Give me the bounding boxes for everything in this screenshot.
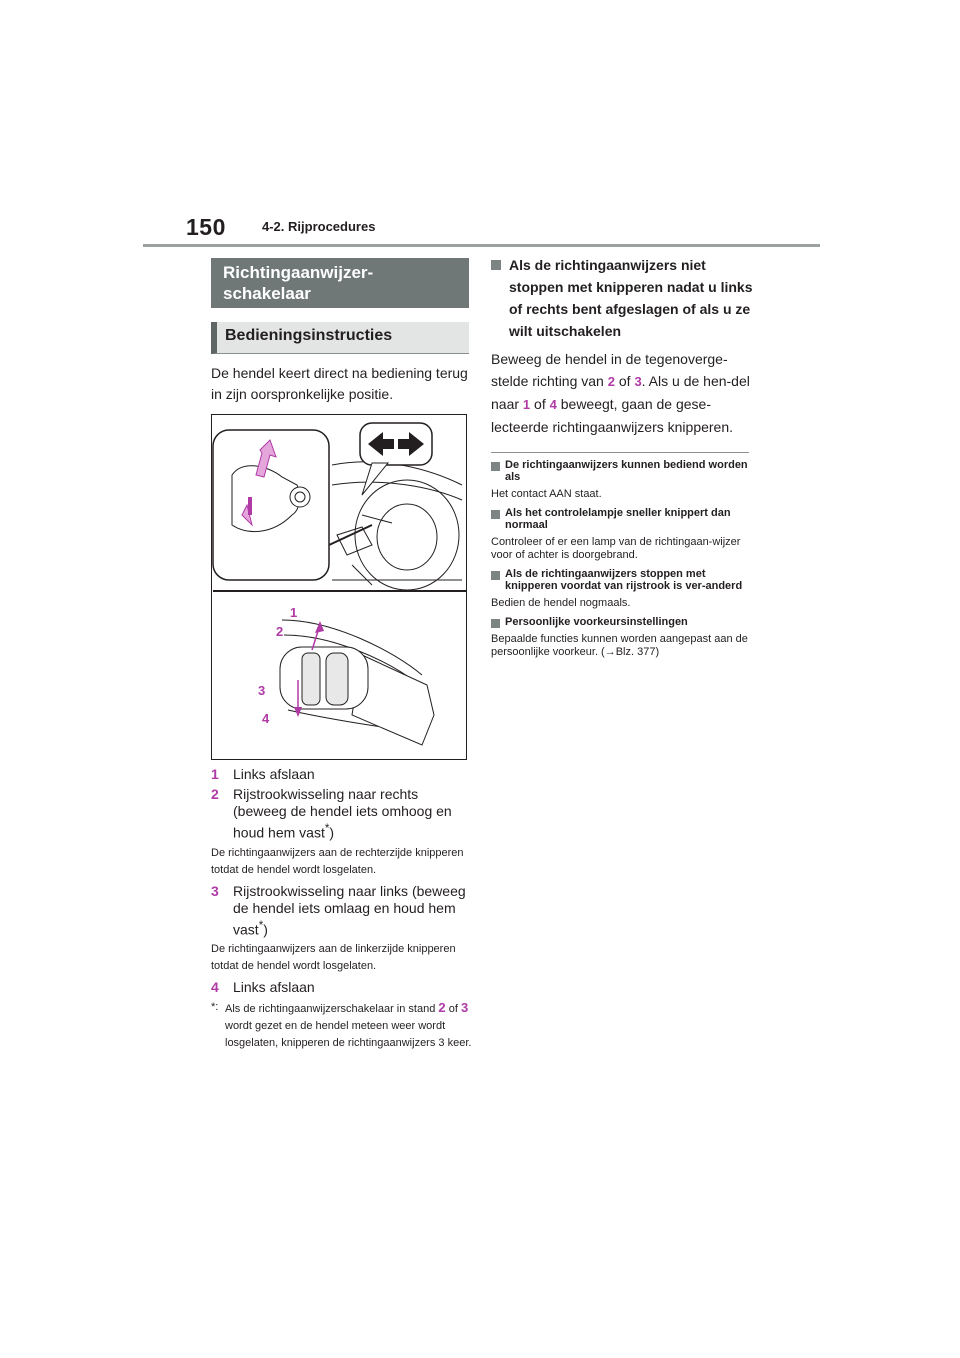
square-bullet-icon [491,619,500,628]
footnote-text: wordt gezet en de hendel meteen weer wordt losgelaten, knipperen de richtingaanwijzers 3 keer. [225,1020,472,1050]
para-num: 4 [549,397,557,412]
right-paragraph [491,348,753,438]
item-text-body: Rijstrookwisseling naar links (beweeg de hendel iets omlaag en houd hem vast [233,882,466,938]
note-body: Het contact AAN staat. [491,488,602,500]
item-number: 3 [211,882,219,899]
subtitle: Bedieningsinstructies [211,322,469,354]
para-text: of [618,373,631,389]
item-note: De richtingaanwijzers aan de linkerzijde knipperen totdat de hendel wordt losgelaten. [211,943,456,973]
note-heading [491,507,753,531]
note-body: Controleer of er een lamp van de richtingaan-wijzer voor of achter is doorgebrand. [491,536,741,561]
footnote-num: 2 [438,1000,446,1016]
lever-illustration [212,415,466,759]
footnote-text: of [448,1003,458,1016]
square-bullet-icon [491,260,501,270]
list-item [211,979,473,996]
footnote-num: 3 [460,1000,469,1016]
steps-list [211,766,473,1052]
item-number: 4 [211,979,219,996]
figure-label-3: 3 [258,683,266,698]
list-item [211,883,473,939]
item-text: Links afslaan [233,979,315,996]
item-text: Rijstrookwisseling naar links (beweeg de hendel iets omlaag en houd hem vast*) [233,882,466,938]
square-bullet-icon [491,510,500,519]
note-heading [491,616,753,628]
intro-text: De hendel keert direct na bediening terug in zijn oorspronkelijke positie. [211,365,468,402]
note-body: Bepaalde functies kunnen worden aangepast aan de persoonlijke voorkeur. (→Blz. 377) [491,633,748,658]
item-text: Rijstrookwisseling naar rechts (beweeg de hendel iets omhoog en houd hem vast*) [233,786,452,841]
para-num: 3 [634,374,642,389]
divider [491,452,749,453]
note-heading-text: Persoonlijke voorkeursinstellingen [505,616,688,628]
figure-label-4: 4 [262,711,270,726]
page-title: Richtingaanwijzer- schakelaar [211,258,469,308]
figure-turn-signal-lever [211,414,467,760]
heading-text: Als de richtingaanwijzers niet stoppen met knipperen nadat u links of rechts bent afgeslagen of als u ze wilt uitschakelen [509,257,753,339]
list-item [211,766,473,783]
note-heading [491,568,753,592]
figure-label-2: 2 [276,624,284,639]
note-heading-text: De richtingaanwijzers kunnen bediend worden als [505,459,748,483]
footnote-text: Als de richtingaanwijzerschakelaar in stand [225,1003,436,1016]
list-item [211,786,473,842]
note-body: Bedien de hendel nogmaals. [491,597,631,609]
header-rule [143,244,820,247]
item-number: 2 [211,786,219,802]
footnote [211,999,473,1052]
item-text-body: Rijstrookwisseling naar rechts (beweeg de hendel iets omhoog en houd hem vast [233,786,452,841]
para-num: 2 [607,374,615,389]
square-bullet-icon [491,462,500,471]
para-num: 1 [522,397,531,412]
right-column [491,254,753,659]
note-heading-text: Als de richtingaanwijzers stoppen met knipperen voordat van rijstrook is ver-anderd [505,568,743,592]
item-note: De richtingaanwijzers aan de rechterzijde knipperen totdat de hendel wordt losgelaten. [211,846,464,876]
figure-label-1: 1 [290,605,298,620]
para-text: Beweeg de hendel in de tegenoverge-stelde richting van [491,351,728,389]
footnote-marker: *: [211,1001,219,1014]
page-number: 150 [186,214,226,240]
para-text: of [534,396,546,412]
note-heading-text: Als het controlelampje sneller knippert dan normaal [505,507,731,531]
right-heading [491,254,753,342]
para-text: beweegt, gaan de gese-lecteerde richtingaanwijzers knipperen. [491,396,734,435]
square-bullet-icon [491,571,500,580]
item-text: Links afslaan [233,766,315,782]
item-number: 1 [211,766,219,782]
para-text: . Als u de hen-del naar [491,373,750,412]
note-heading [491,459,753,483]
section-title: 4-2. Rijprocedures [262,219,376,234]
